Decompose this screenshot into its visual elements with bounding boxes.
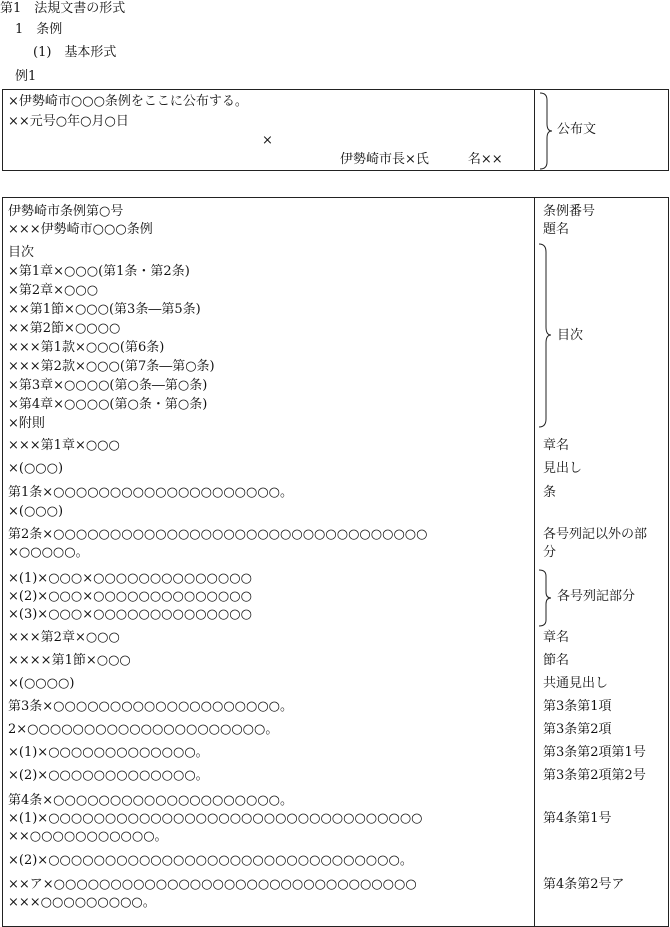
row-text: ××第2節×○○○○ xyxy=(8,321,121,336)
toc-brace-icon xyxy=(537,243,553,429)
row-text: 2×○○○○○○○○○○○○○○○○○○○○○。 xyxy=(8,722,279,737)
row-label: 第4条第2号ア xyxy=(543,877,625,892)
row-label: 章名 xyxy=(543,438,570,453)
promulgation-line-3: × xyxy=(262,133,273,148)
row-text: ×附則 xyxy=(8,416,45,431)
row-label: 条例番号 xyxy=(543,204,596,219)
row-text: ×第4章×○○○○(第○条・第○条) xyxy=(8,397,208,412)
row-text: ×(1)×○○○○○○○○○○○○○○○○○○○○○○○○○○○○○○○○○ xyxy=(8,811,423,826)
row-label: 分 xyxy=(543,545,557,560)
row-text: ×××伊勢崎市○○○条例 xyxy=(8,222,153,237)
promulgation-divider xyxy=(534,89,535,171)
row-text: 第1条×○○○○○○○○○○○○○○○○○○○○。 xyxy=(8,485,294,500)
ordinance-form-divider xyxy=(534,197,535,927)
items-brace-icon xyxy=(537,569,553,627)
row-label: 見出し xyxy=(543,461,583,476)
row-label: 共通見出し xyxy=(543,676,609,691)
row-text: ×(2)×○○○×○○○○○○○○○○○○○○ xyxy=(8,589,252,604)
row-label: 条 xyxy=(543,485,557,500)
row-label: 第4条第1号 xyxy=(543,811,612,826)
row-text: ×(3)×○○○×○○○○○○○○○○○○○○ xyxy=(8,607,252,622)
row-text: ×××第2款×○○○(第7条―第○条) xyxy=(8,359,215,374)
row-text: ××第1節×○○○(第3条―第5条) xyxy=(8,302,201,317)
row-text: ×(2)×○○○○○○○○○○○○○○○○○○○○○○○○○○○○○○○。 xyxy=(8,853,413,868)
promulgation-line-2: ××元号○年○月○日 xyxy=(8,114,129,129)
row-text: ××ア×○○○○○○○○○○○○○○○○○○○○○○○○○○○○○○○○ xyxy=(8,877,417,892)
row-text: ×(○○○○) xyxy=(8,676,75,691)
row-label: 第3条第2項第1号 xyxy=(543,745,646,760)
row-text: ×第1章×○○○(第1条・第2条) xyxy=(8,264,190,279)
row-text: ×××第2章×○○○ xyxy=(8,630,120,645)
row-label: 各号列記以外の部 xyxy=(543,527,648,542)
promulgation-line-1: ×伊勢崎市○○○条例をここに公布する。 xyxy=(8,94,248,109)
row-text: ×第2章×○○○ xyxy=(8,283,99,298)
row-text: ××××第1節×○○○ xyxy=(8,653,131,668)
items-label: 各号列記部分 xyxy=(557,589,636,604)
promulgation-line-4: 伊勢崎市長×氏 名×× xyxy=(340,152,503,167)
row-label: 章名 xyxy=(543,630,570,645)
example-label: 例1 xyxy=(15,69,37,84)
row-label: 題名 xyxy=(543,222,570,237)
row-text: ×(○○○) xyxy=(8,461,64,476)
row-text: 第2条×○○○○○○○○○○○○○○○○○○○○○○○○○○○○○○○○○ xyxy=(8,527,428,542)
row-text: 第3条×○○○○○○○○○○○○○○○○○○○○。 xyxy=(8,699,294,714)
row-label: 第3条第2項第2号 xyxy=(543,768,646,783)
heading-subsection: 1 条例 xyxy=(15,22,63,37)
promulgation-brace-icon xyxy=(538,92,554,170)
row-text: ×(1)×○○○×○○○○○○○○○○○○○○ xyxy=(8,571,252,586)
heading-item: (1) 基本形式 xyxy=(33,45,117,60)
row-text: ×××○○○○○○○○○。 xyxy=(8,895,156,910)
row-text: ×(2)×○○○○○○○○○○○○○。 xyxy=(8,768,209,783)
row-label: 第3条第1項 xyxy=(543,699,612,714)
row-text: 第4条×○○○○○○○○○○○○○○○○○○○○。 xyxy=(8,793,294,808)
row-text: ×○○○○○。 xyxy=(8,545,89,560)
row-text: ×(○○○) xyxy=(8,504,64,519)
row-text: ×××第1款×○○○(第6条) xyxy=(8,340,165,355)
row-text: ×第3章×○○○○(第○条―第○条) xyxy=(8,378,208,393)
row-text: ××○○○○○○○○○○○。 xyxy=(8,829,168,844)
toc-label: 目次 xyxy=(557,328,584,343)
heading-section: 第1 法規文書の形式 xyxy=(0,1,126,16)
row-text: ×××第1章×○○○ xyxy=(8,438,120,453)
row-label: 節名 xyxy=(543,653,570,668)
row-text: ×(1)×○○○○○○○○○○○○○。 xyxy=(8,745,209,760)
row-text: 伊勢崎市条例第○号 xyxy=(8,204,124,219)
row-label: 第3条第2項 xyxy=(543,722,612,737)
row-text: 目次 xyxy=(8,245,35,260)
promulgation-label: 公布文 xyxy=(557,122,597,137)
